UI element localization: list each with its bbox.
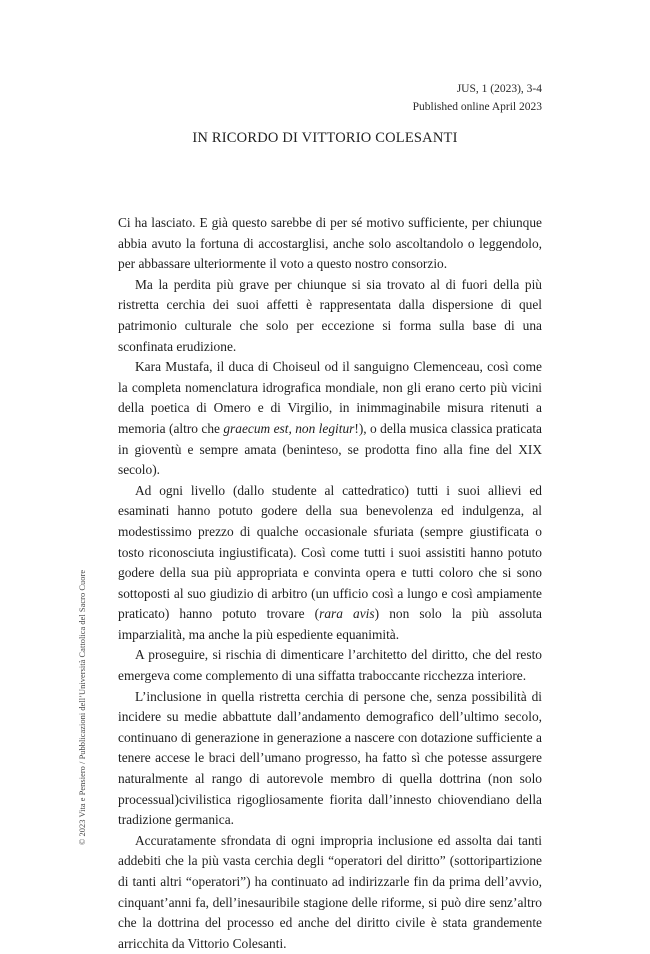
- running-header: [413, 80, 542, 116]
- paragraph-3: Kara Mustafa, il duca di Choiseul od il sanguigno Clemenceau, così come la completa nomenclatura idrografica mondiale, non gli erano certo più vicini della poetica di Omero e di Virgilio, in inimmaginabile misura ritenuti a memoria (altro che graecum est, non legitur!), o della musica classica praticata in gioventù e sempre amata (beninteso, se prodotta fino alla fine del XIX secolo).: [118, 359, 542, 478]
- paragraph-2: Ma la perdita più grave per chiunque si sia trovato al di fuori della più ristretta cerchia dei suoi affetti è rappresentata dalla dispersione di quel patrimonio culturale che solo per eccezione si forma sulla base di una sconfinata erudizione.: [118, 276, 542, 354]
- latin-phrase: rara avis: [319, 606, 375, 622]
- paragraph-7: Accuratamente sfrondata di ogni impropria inclusione ed assolta dai tanti addebiti che la più vasta cerchia degli “operatori del diritto” (sottoripartizione di tanti altri “operatori”) ha continuato ad indirizzarle fin da prima dell’avvio, cinquant’anni fa, dell’inesauribile stagione delle riforme, si può dire senz’altro che la dottrina del processo ed anche del diritto civile è stata grandemente arricchita da Vittorio Colesanti.: [118, 832, 542, 951]
- paragraph-6: L’inclusione in quella ristretta cerchia di persone che, senza possibilità di incidere su medie abbattute dall’andamento demografico dell’ultimo secolo, continuano di generazione in generazione a nascere con dotazione sufficiente a tenere accese le braci dell’umano progresso, ha fatto sì che potesse assurgere naturalmente al rango di autorevole membro di quella dottrina (non solo processual)civilistica rigogliosamente fiorita dall’innesto chiovendiano della tradizione germanica.: [118, 688, 542, 828]
- article-body: [118, 213, 542, 954]
- article-title: IN RICORDO DI VITTORIO COLESANTI: [192, 130, 458, 146]
- citation-line: JUS, 1 (2023), 3-4: [456, 83, 542, 95]
- latin-quote: graecum est, non legitur: [223, 420, 355, 436]
- paragraph-1: Ci ha lasciato. E già questo sarebbe di per sé motivo sufficiente, per chiunque abbia avuto la fortuna di accostarglisi, anche solo ascoltandolo o leggendolo, per abbassare ulteriormente il voto a questo nostro consorzio.: [118, 215, 542, 272]
- paragraph-4: Ad ogni livello (dallo studente al cattedratico) tutti i suoi allievi ed esaminati hanno potuto godere della sua benevolenza ed indulgenza, al modestissimo prezzo di qualche occasionale sfuriata (sempre giustificata o tosto riconosciuta ingiustificata). Così come tutti i suoi assistiti hanno potuto godere della sua più appropriata e convinta opera e tutti coloro che si sono sottoposti al suo giudizio di arbitro (un ufficio così a lungo e così ampiamente praticato) hanno potuto trovare (rara avis) non solo la più assoluta imparzialità, ma anche la più espediente equanimità.: [118, 482, 543, 642]
- paragraph-5: A proseguire, si rischia di dimenticare l’architetto del diritto, che del resto emergeva come complemento di una siffatta traboccante ricchezza interiore.: [118, 647, 542, 684]
- published-line: Published online April 2023: [412, 101, 542, 113]
- copyright-notice: © 2023 Vita e Pensiero / Pubblicazioni dell’Università Cattolica del Sacro Cuore: [78, 569, 87, 845]
